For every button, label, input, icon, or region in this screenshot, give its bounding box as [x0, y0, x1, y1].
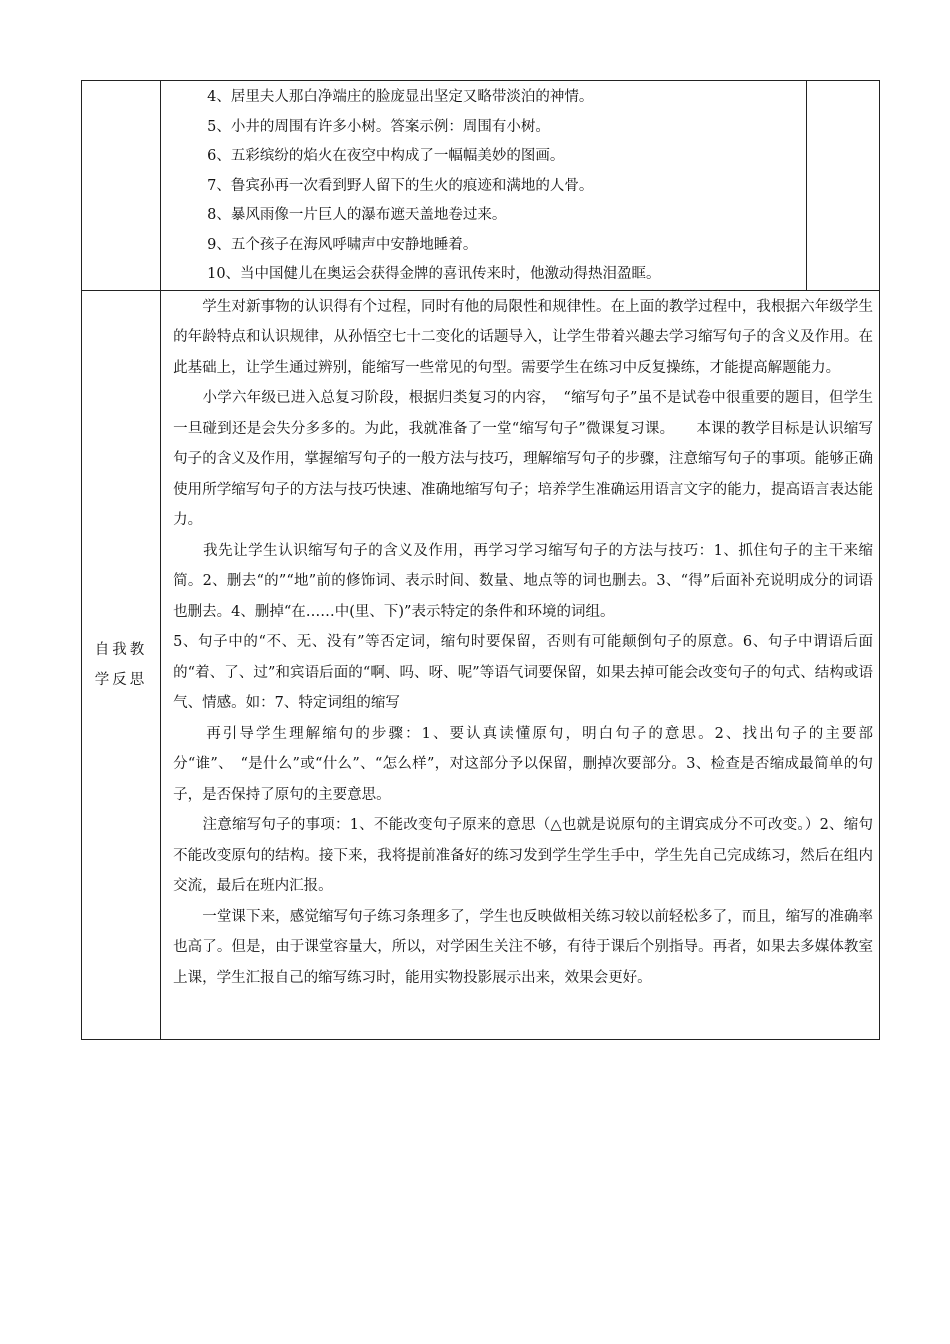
- answers-label-cell: [82, 81, 161, 291]
- lesson-table: [81, 80, 880, 1040]
- answer-line: 7、鲁宾孙再一次看到野人留下的生火的痕迹和满地的人骨。: [207, 177, 594, 194]
- answers-extra-cell: [806, 81, 879, 291]
- answer-line: 10、当中国健儿在奥运会获得金牌的喜讯传来时，他激动得热泪盈眶。: [207, 266, 661, 282]
- answer-line: 5、小井的周围有许多小树。答案示例：周围有小树。: [207, 118, 550, 135]
- reflection-row: [82, 290, 880, 1039]
- answer-line: 8、暴风雨像一片巨人的瀑布遮天盖地卷过来。: [207, 207, 507, 223]
- reflection-paragraph: 我先让学生认识缩写句子的含义及作用，再学习学习缩写句子的方法与技巧：1、抓住句子的主干来缩简。2、删去“的”“地”前的修饰词、表示时间、数量、地点等的词也删去。3、“得”后面补充说明成分的词语也删去。4、删掉“在……中(里、下)”表示特定的条件和环境的词组。: [173, 542, 873, 620]
- reflection-paragraph: 小学六年级已进入总复习阶段，根据归类复习的内容， “缩写句子”虽不是试卷中很重要的题目，但学生一旦碰到还是会失分多多的。为此，我就准备了一堂“缩写句子”微课复习课。 本课的教学目标是认识缩写句子的含义及作用，掌握缩写句子的一般方法与技巧，理解缩写句子的步骤，注意缩写句子的事项。能够正确使用所学缩写句子的方法与技巧快速、准确地缩写句子；培养学生准确运用语言文字的能力，提高语言表达能力。: [173, 390, 873, 528]
- answer-line: 9、五个孩子在海风呼啸声中安静地睡着。: [207, 236, 478, 253]
- answers-row: [82, 81, 880, 291]
- reflection-label-cell: [82, 290, 161, 1039]
- answer-line: 6、五彩缤纷的焰火在夜空中构成了一幅幅美妙的图画。: [207, 148, 565, 164]
- reflection-cell: [161, 290, 880, 1039]
- reflection-paragraph: 学生对新事物的认识得有个过程，同时有他的局限性和规律性。在上面的教学过程中，我根据六年级学生的年龄特点和认识规律，从孙悟空七十二变化的话题导入，让学生带着兴趣去学习缩写句子的含义及作用。在此基础上，让学生通过辨别，能缩写一些常见的句型。需要学生在练习中反复操练，才能提高解题能力。: [173, 298, 873, 376]
- reflection-paragraph: 5、句子中的“不、无、没有”等否定词，缩句时要保留，否则有可能颠倒句子的原意。6、句子中谓语后面的“着、了、过”和宾语后面的“啊、吗、呀、呢”等语气词要保留，如果去掉可能会改变句子的句式、结构或语气、情感。如：7、特定词组的缩写: [173, 634, 873, 711]
- answer-line: 4、居里夫人那白净端庄的脸庞显出坚定又略带淡泊的神情。: [207, 89, 594, 105]
- answers-cell: [161, 81, 807, 291]
- reflection-paragraph: 注意缩写句子的事项：1、不能改变句子原来的意思（△也就是说原句的主谓宾成分不可改变。）2、缩句不能改变原句的结构。接下来，我将提前准备好的练习发到学生学生手中，学生先自己完成练习，然后在组内交流，最后在班内汇报。: [173, 817, 873, 894]
- reflection-paragraph: 一堂课下来，感觉缩写句子练习条理多了，学生也反映做相关练习较以前轻松多了，而且，缩写的准确率也高了。但是，由于课堂容量大，所以，对学困生关注不够，有待于课后个别指导。再者，如果去多媒体教室上课，学生汇报自己的缩写练习时，能用实物投影展示出来，效果会更好。: [173, 908, 873, 986]
- answers-list: [161, 81, 806, 290]
- reflection-paragraph: 再引导学生理解缩句的步骤：1、要认真读懂原句，明白句子的意思。2、找出句子的主要部分“谁”、 “是什么”或“什么”、“怎么样”，对这部分予以保留，删掉次要部分。3、检查是否缩成最简单的句子，是否保持了原句的主要意思。: [173, 725, 873, 803]
- reflection-label: 自我教学反思: [94, 641, 148, 688]
- reflection-text: [161, 291, 879, 994]
